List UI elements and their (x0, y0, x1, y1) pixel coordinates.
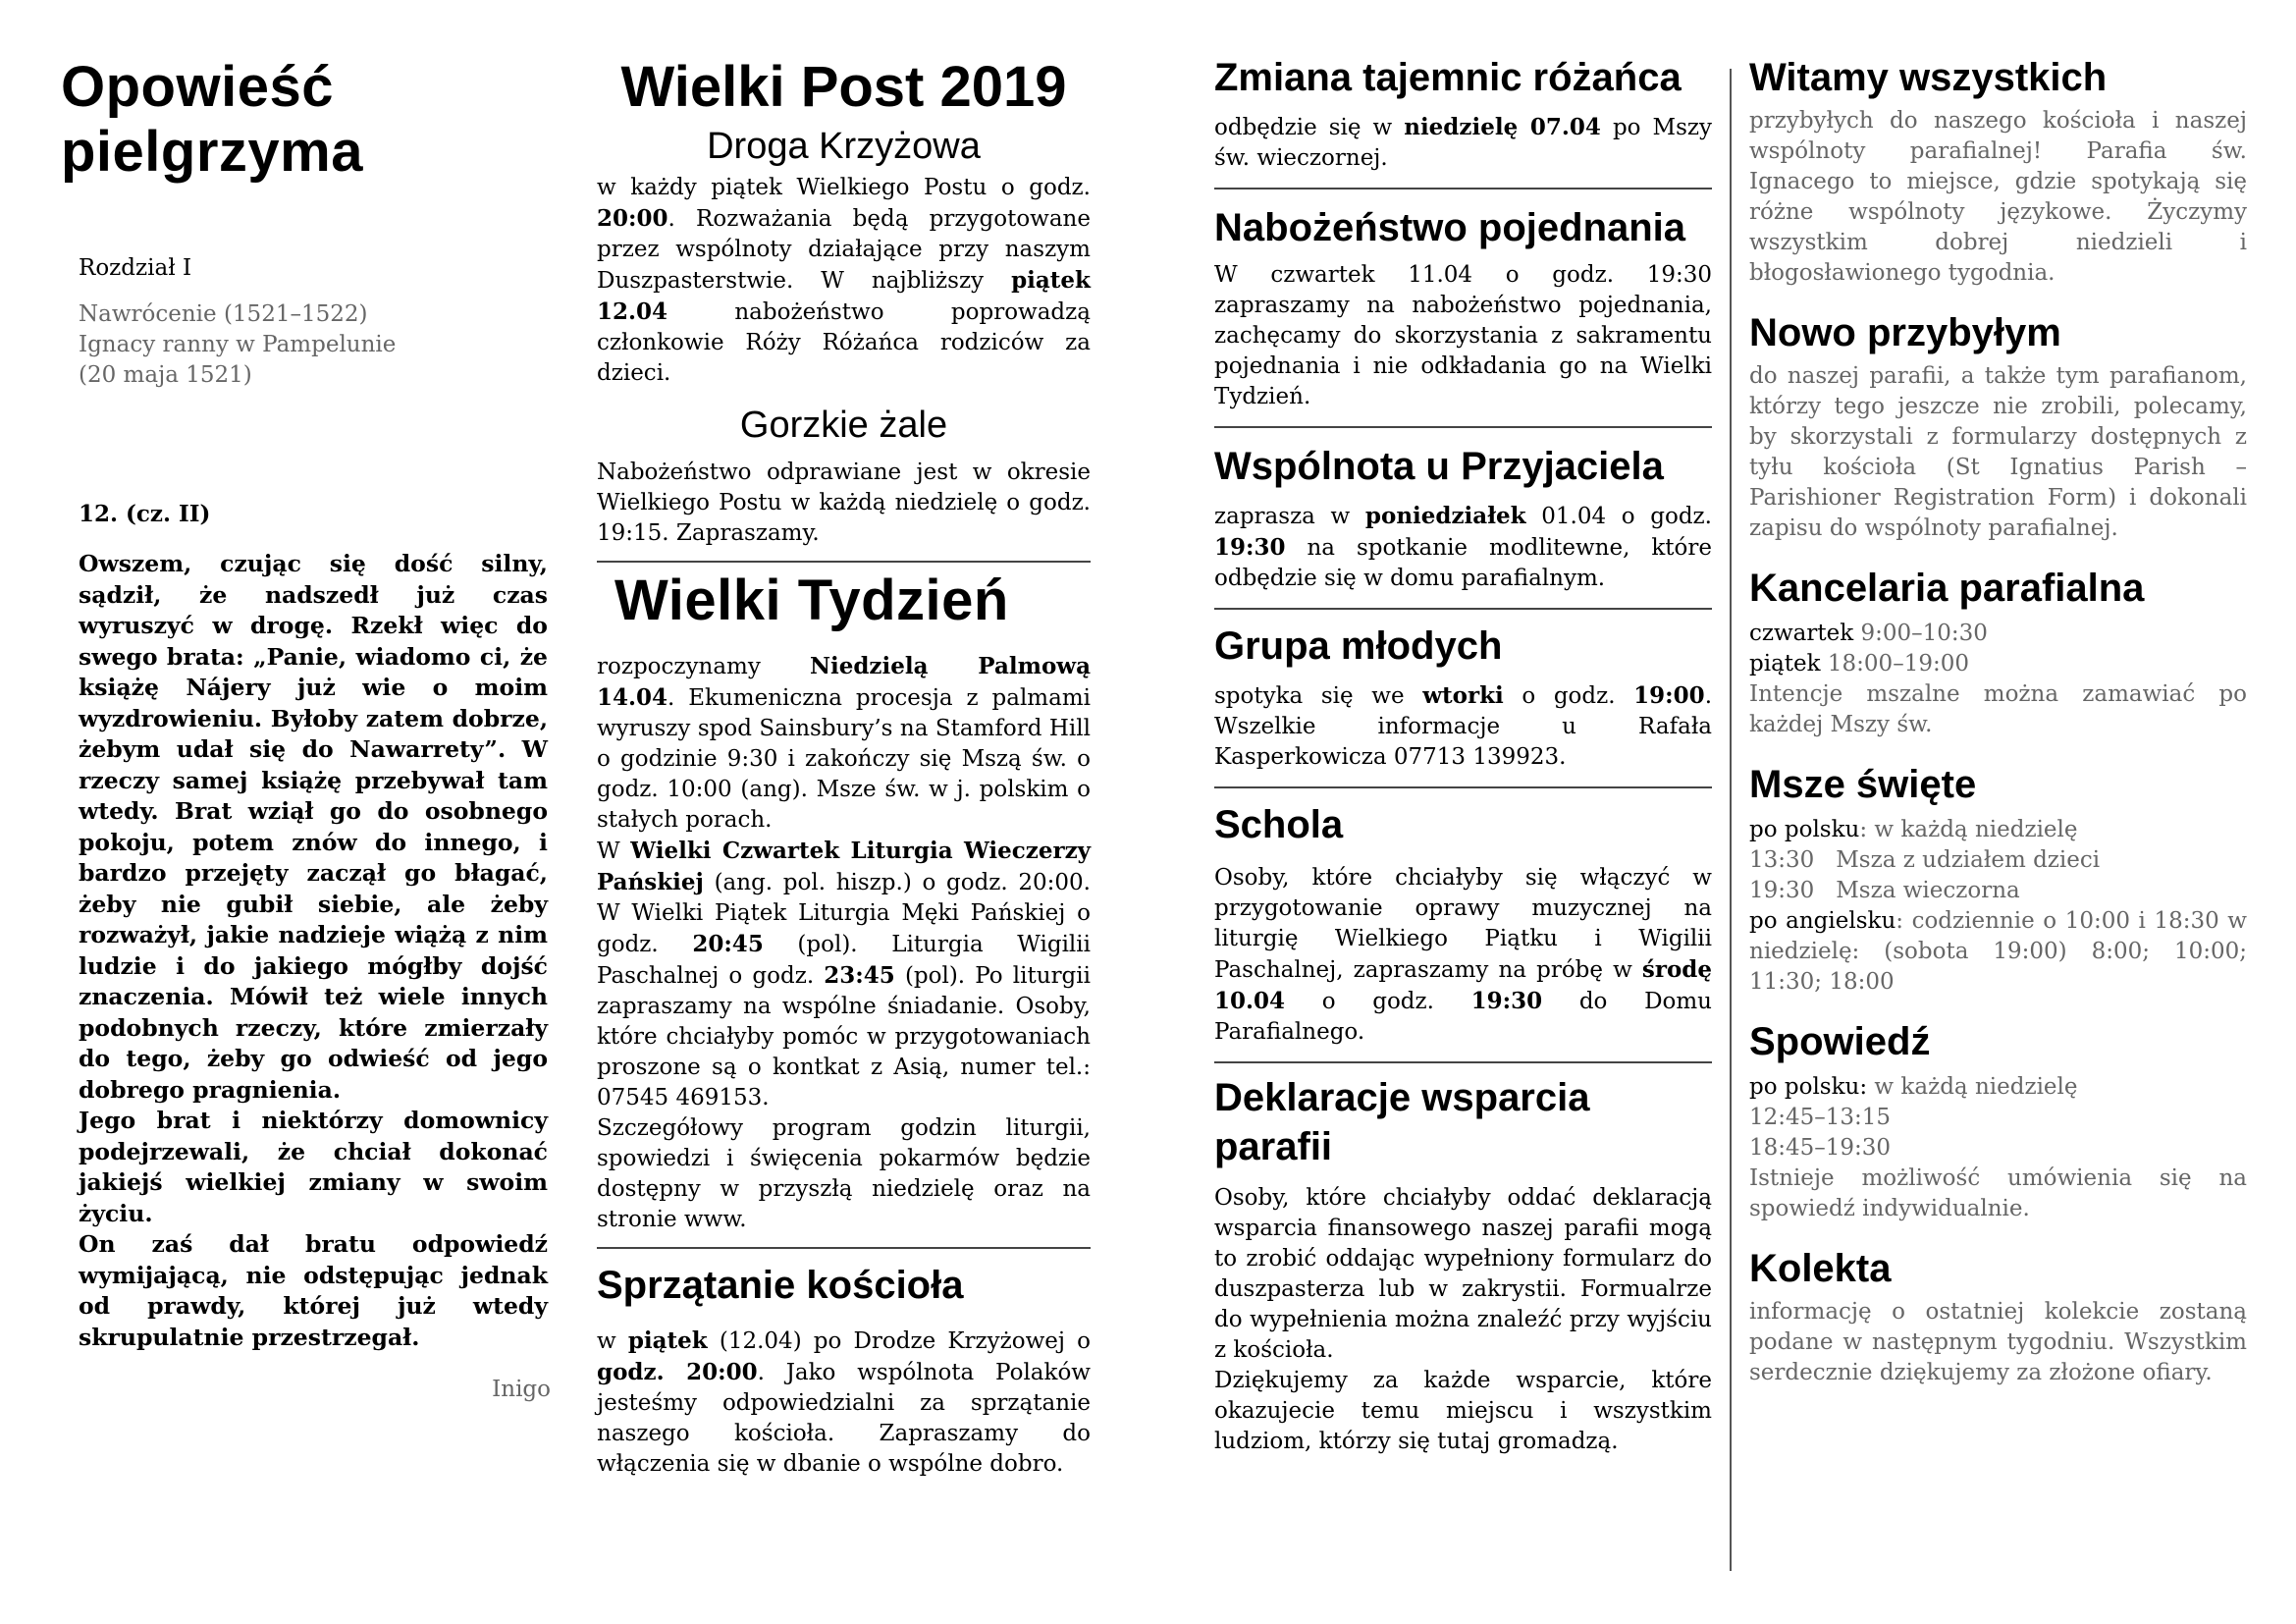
chapter-subtitle-2: Ignacy ranny w Pampelunie (79, 332, 397, 357)
welcome-text: przybyłych do naszego kościoła i naszej wspólnoty parafialnej! Parafia św. Ignacego to miejsce, gdzie spotykają się różne wspólnoty językowe. Życzymy wszystkim dobrej niedzieli i błogosławionego tygodnia. (1749, 108, 2247, 286)
story-paragraph-1: Owszem, czując się dość silny, sądził, że nadszedł już czas wyruszyć w drogę. Rzekł więc do swego brata: „Panie, wiadomo ci, że książę Nájery już wie o moim wyzdrowieniu. Byłoby zatem dobrze, żebym udał się do Nawarrety”. W rzeczy samej książę przebywał tam wtedy. Brat wziął go do osobnego pokoju, potem znów do innego, i bardzo przejęty zaczął go błagać, żeby nie gubił siebie, ale żeby rozważył, jakie nadzieje wiążą z nim ludzie i do jakiego mógłby dojść znaczenia. Mówił też wiele innych podobnych rzeczy, które zmierzały do tego, żeby go odwieść od jego dobrego pragnienia. (79, 550, 548, 1104)
text-segment: nabożeństwo poprowadzą członkowie Róży Różańca rodziców za dzieci. (597, 299, 1091, 386)
stations-text (597, 173, 1091, 389)
text-segment: Dziękujemy za każde wsparcie, które okazujecie temu miejscu i wszystkim ludziom, którzy się tutaj gromadzą. (1214, 1368, 1712, 1454)
confession-title: Spowiedź (1749, 1020, 1931, 1063)
youth-title: Grupa młodych (1214, 624, 1503, 668)
divider (597, 561, 1091, 563)
text-segment: . Wszelkie informacje u Rafała Kasperkowicza 07713 139923. (1214, 683, 1712, 770)
bold-text-segment: Wielki Czwartek Liturgia Wieczerzy Pańskiej (597, 838, 1091, 895)
reconciliation-title: Nabożeństwo pojednania (1214, 206, 1686, 249)
community-text (1214, 501, 1712, 594)
mass-desc: Msza z udziałem dzieci (1836, 847, 2101, 873)
office-note: Intencje mszalne można zamawiać po każdej Mszy św. (1749, 681, 2247, 737)
bold-text-segment: 19:00 (1633, 682, 1705, 709)
confession-polish (1749, 1072, 2247, 1103)
masses-title: Msze święte (1749, 763, 1977, 806)
confession-polish-label: po polsku: (1749, 1074, 1868, 1100)
mass-time: 13:30 (1749, 847, 1815, 873)
bold-text-segment: niedzielę 07.04 (1404, 114, 1601, 140)
bold-text-segment: 20:00 (597, 205, 668, 232)
office-title: Kancelaria parafialna (1749, 567, 2145, 610)
declarations-title-line1: Deklaracje wsparcia (1214, 1076, 1590, 1119)
bold-text-segment: 23:45 (824, 962, 895, 989)
collection-title: Kolekta (1749, 1247, 1892, 1290)
chapter-label: Rozdział I (79, 255, 192, 281)
reconciliation-text (1214, 260, 1712, 412)
text-segment: W (597, 839, 631, 864)
youth-text (1214, 680, 1712, 773)
schola-text (1214, 863, 1712, 1048)
text-segment: 01.04 o godz. (1525, 504, 1712, 529)
masses-english (1749, 906, 2247, 998)
office-time-2: 18:00–19:00 (1827, 651, 1969, 677)
text-segment: spotyka się we (1214, 683, 1423, 709)
bold-text-segment: poniedziałek (1364, 503, 1526, 529)
newcomers-title: Nowo przybyłym (1749, 311, 2061, 354)
bold-text-segment: 20:45 (692, 931, 764, 957)
office-hours-2 (1749, 649, 2247, 679)
community-title: Wspólnota u Przyjaciela (1214, 445, 1664, 488)
divider (1214, 426, 1712, 428)
declarations-title-line2: parafii (1214, 1125, 1333, 1168)
text-segment: Osoby, które chciałyby się włączyć w przygotowanie oprawy muzycznej na liturgię Wielkiego Piątku i Wigilii Paschalnej, zapraszamy na próbę w (1214, 865, 1712, 983)
masses-polish-label: po polsku (1749, 817, 1860, 842)
text-segment: o godz. (1285, 989, 1471, 1014)
story-title (61, 55, 363, 185)
text-segment: (pol). Liturgia Wigilii Paschalnej o godz. (597, 932, 1091, 989)
masses-polish-rest: : w każdą niedzielę (1859, 817, 2078, 842)
bold-text-segment: 19:30 (1214, 534, 1286, 561)
office-day-2: piątek (1749, 651, 1821, 677)
bold-text-segment: Niedzielą Palmową 14.04 (597, 653, 1091, 711)
mass-desc: Msza wieczorna (1836, 878, 2020, 903)
text-segment: Osoby, które chciałyby oddać deklaracją wsparcia finansowego naszej parafii mogą to zrobić oddając wypełniony formularz do duszpasterza lub w zakrystii. Formualrze do wypełnienia można znaleźć przy wyjściu z kościoła. (1214, 1185, 1712, 1363)
text-segment: rozpoczynamy (597, 654, 810, 679)
chapter-block (79, 253, 540, 391)
text-segment: Szczegółowy program godzin liturgii, spowiedzi i święcenia pokarmów będzie dostępny w przyszłą niedzielę oraz na stronie www. (597, 1115, 1091, 1232)
text-segment: na spotkanie modlitewne, które odbędzie się w domu parafialnym. (1214, 535, 1712, 591)
lent-title: Wielki Post 2019 (620, 55, 1067, 119)
holy-week-title: Wielki Tydzień (614, 568, 1009, 632)
column-parish-info (1749, 0, 2247, 1624)
masses-english-rest: : codziennie o 10:00 i 18:30 w niedzielę: (sobota 19:00) 8:00; 10:00; 11:30; 18:00 (1749, 908, 2247, 995)
welcome-title: Witamy wszystkich (1749, 56, 2108, 99)
text-segment: . Jako wspólnota Polaków jesteśmy odpowiedzialni za sprzątanie naszego kościoła. Zapraszamy do włączenia się w dbanie o wspólne dobro. (597, 1360, 1091, 1477)
lamentations-title: Gorzkie żale (739, 405, 948, 446)
confession-time-2: 18:45–19:30 (1749, 1135, 1892, 1161)
office-hours-1 (1749, 619, 2247, 649)
masses-polish (1749, 815, 2247, 845)
rosary-text (1214, 112, 1712, 174)
lamentations-text (597, 458, 1091, 549)
cleaning-title: Sprzątanie kościoła (597, 1264, 964, 1307)
masses-polish-row-1 (1749, 845, 2247, 876)
masses-polish-row-2 (1749, 876, 2247, 906)
story-body (79, 499, 548, 1353)
column-story (61, 0, 557, 1624)
text-segment: w każdy piątek Wielkiego Postu o godz. (597, 175, 1091, 200)
bold-text-segment: piątek (627, 1327, 708, 1354)
divider (1214, 608, 1712, 610)
confession-time-1: 12:45–13:15 (1749, 1105, 1892, 1130)
bold-text-segment: środę 10.04 (1214, 956, 1712, 1014)
text-segment: po Mszy św. wieczornej. (1214, 115, 1712, 171)
text-segment: Nabożeństwo odprawiane jest w okresie Wielkiego Postu w każdą niedzielę o godz. 19:15. Zapraszamy. (597, 460, 1091, 546)
divider (1214, 1061, 1712, 1063)
cleaning-text (597, 1326, 1091, 1480)
collection-text: informację o ostatniej kolekcie zostaną podane w następnym tygodniu. Wszystkim serdecznie dziękujemy za złożone ofiary. (1749, 1299, 2247, 1385)
text-segment: zaprasza w (1214, 504, 1365, 529)
column-announcements (1214, 0, 1712, 1624)
story-title-line2: pielgrzyma (61, 120, 363, 184)
newcomers-text: do naszej parafii, a także tym parafianom, którzy tego jeszcze nie zrobili, polecamy, by skorzystali z formularzy dostępnych z tyłu kościoła (St Ignatius Parish – Parishioner Registration Form) i dokonali zapisu do wspólnoty parafialnej. (1749, 363, 2247, 541)
holy-week-text-2 (597, 836, 1091, 1113)
text-segment: do Domu Parafialnego. (1214, 989, 1712, 1045)
text-segment: (pol). Po liturgii zapraszamy na wspólne śniadanie. Osoby, które chciałyby pomóc w przygotowaniach proszone są o kontkat z Asią, numer tel.: 07545 469153. (597, 963, 1091, 1110)
story-paragraph-3: On zaś dał bratu odpowiedź wymijającą, nie odstępując jednak od prawdy, której już wtedy skrupulatnie przestrzegał. (79, 1230, 548, 1351)
column-lent (597, 0, 1091, 1624)
office-time-1: 9:00–10:30 (1860, 621, 1988, 646)
holy-week-text-1 (597, 651, 1091, 836)
holy-week-text-3 (597, 1113, 1091, 1235)
confession-note: Istnieje możliwość umówienia się na spowiedź indywidualnie. (1749, 1165, 2247, 1221)
text-segment: (ang. pol. hiszp.) o godz. 20:00. W Wielki Piątek Liturgia Męki Pańskiej o godz. (597, 870, 1091, 957)
divider (1214, 188, 1712, 189)
rosary-title: Zmiana tajemnic różańca (1214, 56, 1682, 99)
divider (1214, 786, 1712, 788)
section-number: 12. (cz. II) (79, 501, 211, 527)
story-title-line1: Opowieść (61, 55, 334, 119)
office-day-1: czwartek (1749, 621, 1854, 646)
bold-text-segment: godz. 20:00 (597, 1359, 758, 1385)
text-segment: . Ekumeniczna procesja z palmami wyruszy spod Sainsbury’s na Stamford Hill o godzinie 9:30 i zakończy się Mszą św. o godz. 10:00 (ang). Msze św. w j. polskim o stałych porach. (597, 685, 1091, 833)
schola-title: Schola (1214, 803, 1344, 846)
confession-polish-rest: w każdą niedzielę (1867, 1074, 2078, 1100)
column-divider (1730, 69, 1732, 1571)
bold-text-segment: 19:30 (1470, 988, 1543, 1014)
text-segment: (12.04) po Drodze Krzyżowej o (707, 1328, 1092, 1354)
text-segment: w (597, 1328, 628, 1354)
story-signature: Inigo (492, 1377, 551, 1402)
declarations-text-1 (1214, 1183, 1712, 1366)
stations-title: Droga Krzyżowa (707, 126, 981, 167)
declarations-text-2 (1214, 1366, 1712, 1457)
story-paragraph-2: Jego brat i niektórzy domownicy podejrzewali, że chciał dokonać jakiejś wielkiej zmiany w swoim życiu. (79, 1107, 548, 1227)
divider (597, 1247, 1091, 1249)
bold-text-segment: piątek 12.04 (597, 267, 1091, 325)
text-segment: W czwartek 11.04 o godz. 19:30 zapraszamy na nabożeństwo pojednania, zachęcamy do skorzystania z sakramentu pojednania i nie odkładania go na Wielki Tydzień. (1214, 262, 1712, 409)
chapter-subtitle-3: (20 maja 1521) (79, 362, 252, 388)
text-segment: . Rozważania będą przygotowane przez wspólnoty działające przy naszym Duszpasterstwie. W najbliższy (597, 206, 1091, 294)
masses-english-label: po angielsku (1749, 908, 1896, 934)
mass-time: 19:30 (1749, 878, 1815, 903)
bold-text-segment: wtorki (1422, 682, 1504, 709)
text-segment: odbędzie się w (1214, 115, 1405, 140)
chapter-subtitle-1: Nawrócenie (1521–1522) (79, 301, 368, 327)
text-segment: o godz. (1503, 683, 1634, 709)
